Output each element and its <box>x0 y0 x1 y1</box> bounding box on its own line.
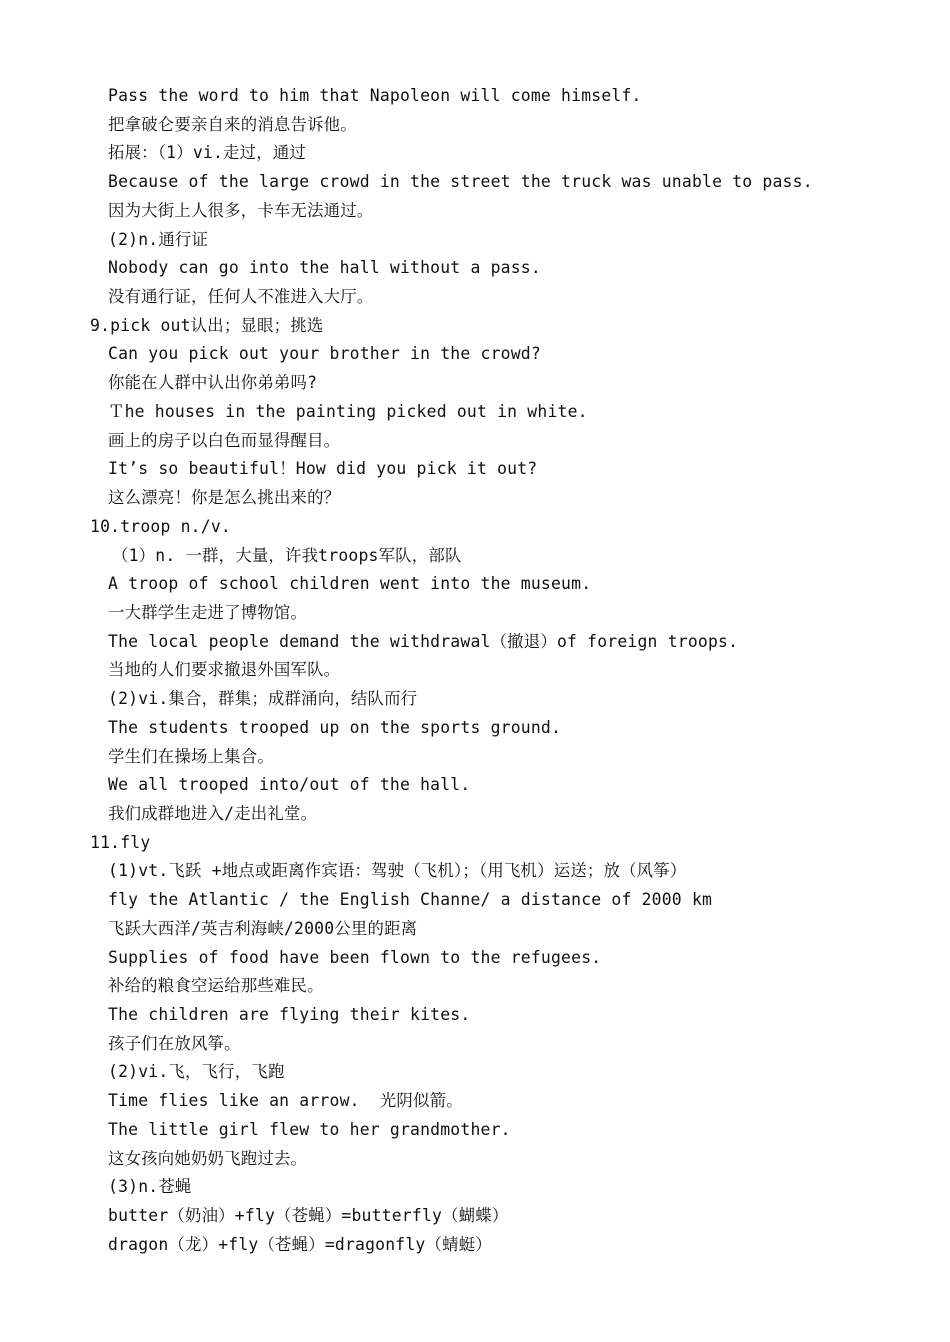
text-line: The children are flying their kites. <box>108 1005 471 1024</box>
text-line: It’s so beautiful！How did you pick it out? <box>108 459 538 479</box>
text-line: butter（奶油）+fly（苍蝇）=butterfly（蝴蝶） <box>108 1206 509 1226</box>
text-line: 画上的房子以白色而显得醒目。 <box>108 430 341 450</box>
text-line: (3)n.苍蝇 <box>108 1177 192 1197</box>
text-line: 这女孩向她奶奶飞跑过去。 <box>108 1148 308 1168</box>
text-line: 因为大街上人很多，卡车无法通过。 <box>108 200 374 220</box>
document-body <box>0 82 950 1259</box>
text-line: (2)vi.集合，群集；成群涌向，结队而行 <box>108 689 418 709</box>
text-line: 一大群学生走进了博物馆。 <box>108 602 308 622</box>
text-line: Supplies of food have been flown to the refugees. <box>108 947 602 967</box>
text-line: Ｔhe houses in the painting picked out in white. <box>108 401 588 421</box>
text-line: 这么漂亮！你是怎么挑出来的？ <box>108 488 341 508</box>
text-line: 孩子们在放风筝。 <box>108 1033 241 1053</box>
entry-heading: 10.troop n./v. <box>90 516 231 536</box>
text-line: Nobody can go into the hall without a pass. <box>108 258 541 278</box>
text-line: 飞跃大西洋/英吉利海峡/2000公里的距离 <box>108 918 418 938</box>
text-line: (2)vi.飞，飞行，飞跑 <box>108 1062 285 1082</box>
text-line: A troop of school children went into the museum. <box>108 574 592 594</box>
text-line: (2)n.通行证 <box>108 229 209 249</box>
entry-heading: 9.pick out认出；显眼；挑选 <box>90 315 324 335</box>
text-line: The little girl flew to her grandmother. <box>108 1119 511 1139</box>
text-line: 把拿破仑要亲自来的消息告诉他。 <box>108 114 357 134</box>
text-line: dragon（龙）+fly（苍蝇）=dragonfly（蜻蜓） <box>108 1234 492 1254</box>
text-line: （1）n. 一群，大量，许我troops军队，部队 <box>112 545 462 565</box>
text-line: Pass the word to him that Napoleon will come himself. <box>108 86 642 105</box>
entry-heading: 11.fly <box>90 832 151 852</box>
text-line: 你能在人群中认出你弟弟吗? <box>108 373 318 393</box>
text-line: Can you pick out your brother in the crowd? <box>108 344 541 364</box>
text-line: 当地的人们要求撤退外国军队。 <box>108 660 341 680</box>
text-line: 补给的粮食空运给那些难民。 <box>108 976 324 996</box>
text-line: The students trooped up on the sports ground. <box>108 717 562 737</box>
text-line: (1)vt.飞跃 +地点或距离作宾语：驾驶（飞机）；（用飞机）运送；放（风筝） <box>108 861 687 881</box>
text-line: fly the Atlantic / the English Channe/ a distance of 2000 km <box>108 890 713 910</box>
text-line: We all trooped into/out of the hall. <box>108 775 471 795</box>
text-line: 没有通行证，任何人不准进入大厅。 <box>108 287 374 307</box>
text-line: 拓展：（1）vi.走过，通过 <box>108 143 306 163</box>
text-line: 学生们在操场上集合。 <box>108 746 274 766</box>
text-line: Because of the large crowd in the street the truck was unable to pass. <box>108 172 813 192</box>
text-line: The local people demand the withdrawal（撤退）of foreign troops. <box>108 631 739 651</box>
text-line: 我们成群地进入/走出礼堂。 <box>108 803 318 823</box>
text-line: Time flies like an arrow. 光阴似箭。 <box>108 1091 463 1111</box>
